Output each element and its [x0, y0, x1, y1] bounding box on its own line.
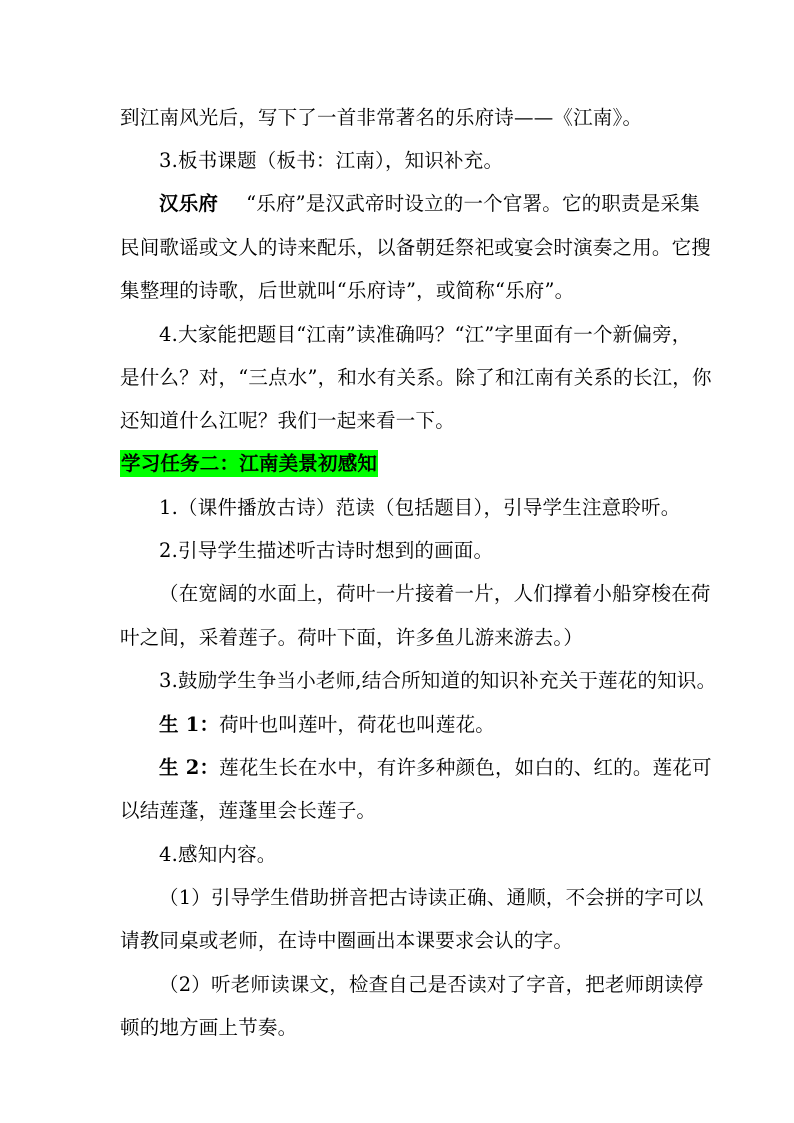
task-2-heading: 学习任务二：江南美景初感知 — [121, 452, 378, 475]
student-2-text-1: 莲花生长在水中，有许多种颜色，如白的、红的。莲花可 — [219, 756, 712, 779]
student-1-line — [159, 713, 495, 737]
step-4-line-3: 还知道什么江呢？我们一起来看一下。 — [120, 409, 455, 432]
sub-item-1-line-2: 请教同桌或老师，在诗中圈画出本课要求会认的字。 — [120, 929, 574, 952]
task-2-step-3: 3.鼓励学生争当小老师,结合所知道的知识补充关于莲花的知识。 — [159, 669, 717, 692]
student-2-label: 生 2： — [159, 756, 220, 779]
step-3-line: 3.板书课题（板书：江南），知识补充。 — [159, 149, 504, 172]
yuefu-term: 汉乐府 — [159, 192, 219, 215]
task-2-heading-line — [120, 452, 378, 476]
scene-line-2: 叶之间，采着莲子。荷叶下面，许多鱼儿游来游去。） — [120, 626, 584, 649]
student-1-label: 生 1： — [159, 713, 220, 736]
step-4-line-2: 是什么？对，“三点水”，和水有关系。除了和江南有关系的长江，你 — [120, 366, 712, 389]
sub-item-2-line-2: 顿的地方画上节奏。 — [120, 1016, 298, 1039]
task-2-step-4: 4.感知内容。 — [159, 843, 277, 866]
yuefu-line-2: 民间歌谣或文人的诗来配乐，以备朝廷祭祀或宴会时演奏之用。它搜 — [120, 236, 712, 259]
scene-line-1: （在宽阔的水面上，荷叶一片接着一片，人们撑着小船穿梭在荷 — [159, 582, 711, 605]
yuefu-line-1 — [159, 192, 700, 216]
sub-item-2-line-1: （2）听老师读课文，检查自己是否读对了字音，把老师朗读停 — [159, 973, 704, 996]
yuefu-definition-1: “乐府”是汉武帝时设立的一个官署。它的职责是采集 — [246, 192, 700, 215]
student-2-line-2: 以结莲蓬，莲蓬里会长莲子。 — [120, 799, 377, 822]
student-1-text: 荷叶也叫莲叶，荷花也叫莲花。 — [219, 713, 495, 736]
intro-line: 到江南风光后，写下了一首非常著名的乐府诗——《江南》。 — [120, 106, 643, 129]
sub-item-1-line-1: （1）引导学生借助拼音把古诗读正确、通顺，不会拼的字可以 — [159, 886, 704, 909]
step-4-line-1: 4.大家能把题目“江南”读准确吗？“江”字里面有一个新偏旁， — [159, 323, 692, 346]
yuefu-line-3: 集整理的诗歌，后世就叫“乐府诗”，或简称“乐府”。 — [120, 279, 575, 302]
task-2-step-1: 1.（课件播放古诗）范读（包括题目），引导学生注意聆听。 — [159, 496, 681, 519]
student-2-line-1 — [159, 756, 712, 780]
task-2-step-2: 2.引导学生描述听古诗时想到的画面。 — [159, 539, 494, 562]
